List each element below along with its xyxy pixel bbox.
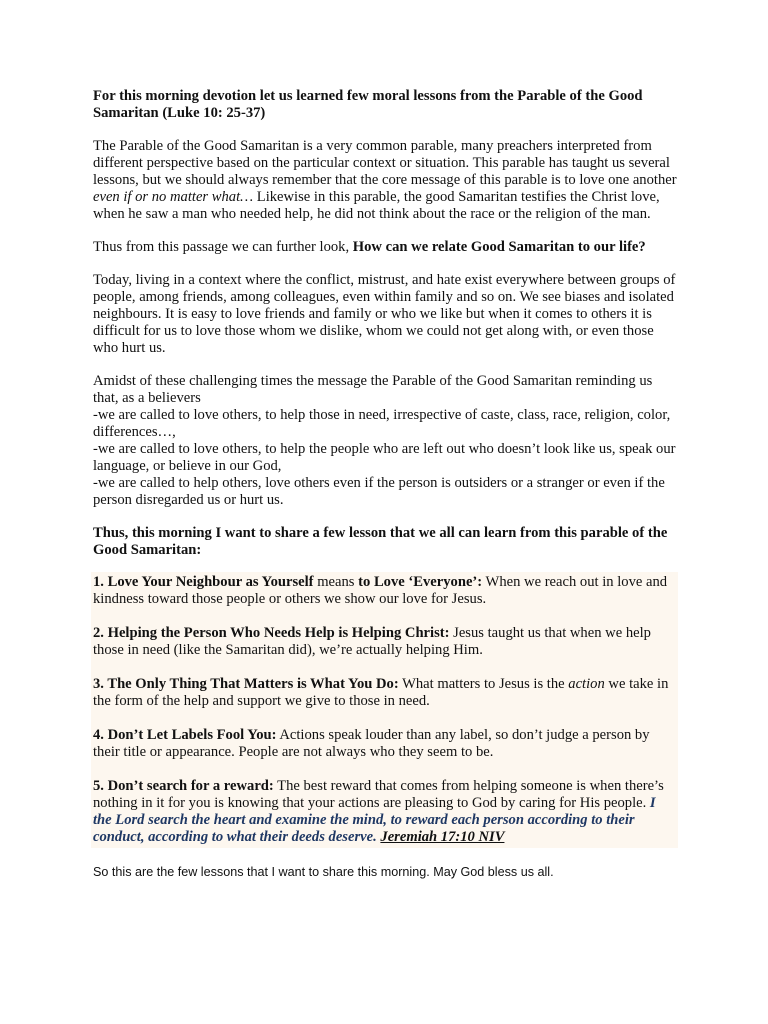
lesson-3-body-2: we take in the form of the help and support we give to those in need.	[93, 676, 669, 709]
lesson-5	[93, 778, 674, 846]
intro-paragraph	[93, 138, 678, 223]
lesson-1-heading-2: to Love ‘Everyone’:	[358, 574, 483, 590]
amidst-intro: Amidst of these challenging times the message the Parable of the Good Samaritan reminding us that, as a believers	[93, 373, 653, 406]
intro-text-b: Likewise in this parable, the good Samaritan testifies the Christ love, when he saw a man who needed help, he did not think about the race or the religion of the man.	[93, 189, 660, 222]
bible-reference: Jeremiah 17:10 NIV	[380, 829, 505, 845]
document-title: For this morning devotion let us learned few moral lessons from the Parable of the Good Samaritan (Luke 10: 25-37)	[93, 88, 643, 121]
lesson-3	[93, 676, 674, 710]
lesson-1	[93, 574, 674, 608]
lesson-4-body: Actions speak louder than any label, so don’t judge a person by their title or appearance. People are not always who they seem to be.	[93, 727, 650, 760]
bible-quote: I the Lord search the heart and examine the mind, to reward each person according to their conduct, according to what their deeds deserve.	[93, 795, 656, 845]
lesson-3-heading: 3. The Only Thing That Matters is What You Do:	[93, 676, 399, 692]
share-heading: Thus, this morning I want to share a few lesson that we all can learn from this parable of the Good Samaritan:	[93, 525, 668, 558]
relate-paragraph	[93, 239, 678, 256]
amidst-line-3: -we are called to help others, love others even if the person is outsiders or a stranger or even if the person disregarded us or hurt us.	[93, 475, 665, 508]
lessons-block	[91, 572, 678, 848]
lesson-5-body: The best reward that comes from helping someone is when there’s nothing in it for you is knowing that your actions are pleasing to God by caring for His people.	[93, 778, 664, 811]
lesson-3-body: What matters to Jesus is the	[398, 676, 569, 692]
relate-text: Thus from this passage we can further look,	[93, 239, 353, 255]
lesson-1-heading: 1. Love Your Neighbour as Yourself	[93, 574, 314, 590]
amidst-line-2: -we are called to love others, to help the people who are left out who doesn’t look like us, speak our language, or believe in our God,	[93, 441, 676, 474]
today-paragraph: Today, living in a context where the conflict, mistrust, and hate exist everywhere between groups of people, among friends, among colleagues, even within family and so on. We see biases and isolated neighbours. It is easy to love friends and family or who we like but when it comes to others it is difficult for us to love those whom we dislike, whom we could not get along with, or even those who hurt us.	[93, 272, 676, 356]
lesson-3-italic: action	[568, 676, 605, 692]
amidst-line-1: -we are called to love others, to help those in need, irrespective of caste, class, race, religion, color, differences…,	[93, 407, 671, 440]
relate-question: How can we relate Good Samaritan to our life?	[352, 239, 646, 255]
document-page	[93, 88, 678, 881]
intro-text-a: The Parable of the Good Samaritan is a very common parable, many preachers interpreted from different perspective based on the particular context or situation. This parable has taught us several lessons, but we should always remember that the core message of this parable is to love one another	[93, 138, 677, 188]
lesson-2	[93, 625, 674, 659]
lesson-4	[93, 727, 674, 761]
lesson-1-body: When we reach out in love and kindness toward those people or others we show our love for Jesus.	[93, 574, 668, 607]
lesson-2-body: Jesus taught us that when we help those in need (like the Samaritan did), we’re actually helping Him.	[93, 625, 651, 658]
amidst-block	[93, 373, 678, 509]
lesson-5-heading: 5. Don’t search for a reward:	[93, 778, 274, 794]
closing-line: So this are the few lessons that I want to share this morning. May God bless us all.	[93, 865, 554, 879]
lesson-1-mid: means	[313, 574, 359, 590]
lesson-4-heading: 4. Don’t Let Labels Fool You:	[93, 727, 277, 743]
intro-italic: even if or no matter what…	[93, 189, 254, 205]
lesson-2-heading: 2. Helping the Person Who Needs Help is Helping Christ:	[93, 625, 450, 641]
